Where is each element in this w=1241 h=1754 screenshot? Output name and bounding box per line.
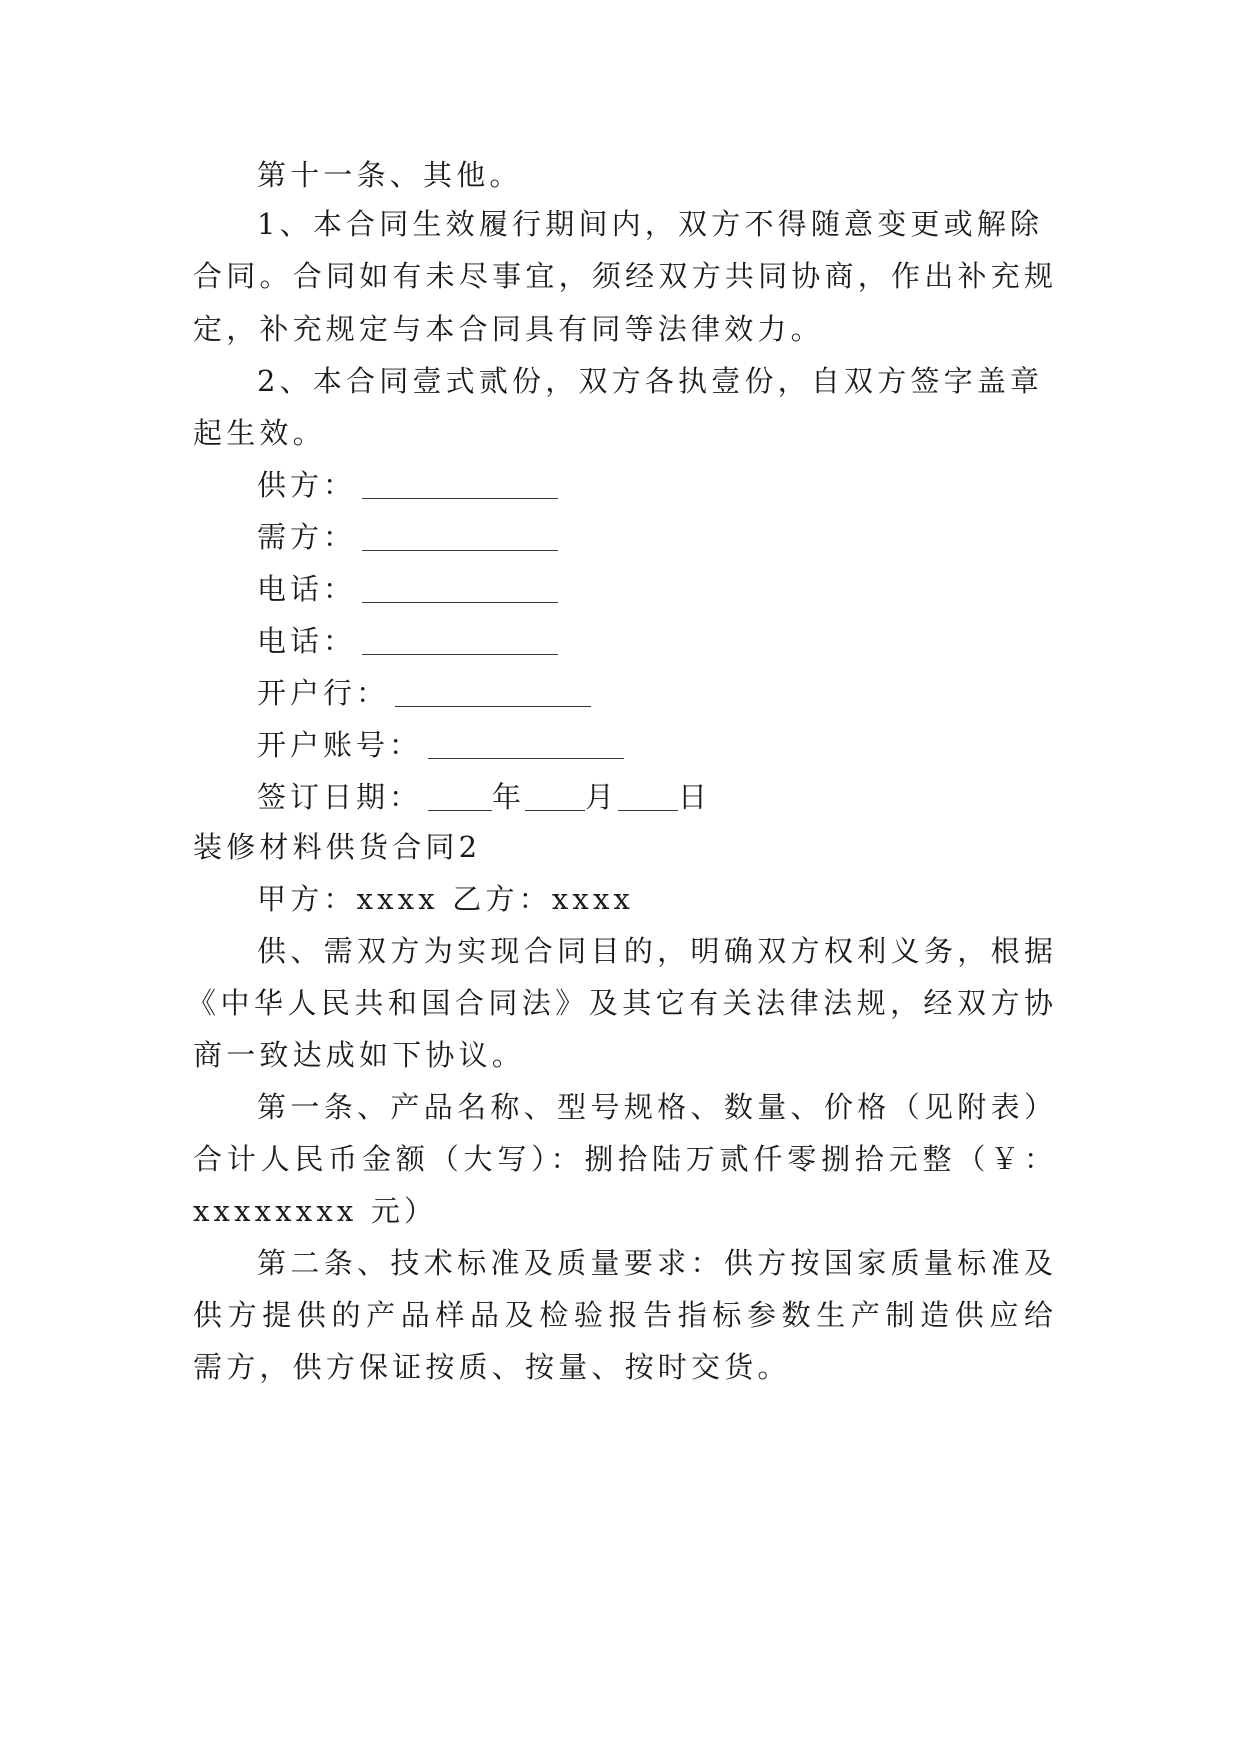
account-blank[interactable] — [428, 730, 624, 759]
phone-blank-1[interactable] — [362, 574, 558, 603]
day-label: 日 — [678, 780, 712, 814]
bank-label: 开户行： — [257, 676, 390, 710]
account-label: 开户账号： — [257, 728, 423, 762]
sign-date-field — [257, 777, 711, 817]
article-1-line-2: 合计人民币金额（大写）：捌拾陆万贰仟零捌拾元整（￥： — [193, 1142, 1053, 1176]
phone-field-1 — [257, 569, 558, 609]
phone-blank-2[interactable] — [362, 626, 558, 655]
year-blank[interactable] — [428, 782, 492, 811]
section-11-clause-1-line-1: 1、本合同生效履行期间内，双方不得随意变更或解除 — [257, 207, 1044, 241]
section-11-clause-1-line-3: 定，补充规定与本合同具有同等法律效力。 — [193, 312, 824, 346]
section-11-clause-1-line-2: 合同。合同如有未尽事宜，须经双方共同协商，作出补充规 — [193, 259, 1053, 293]
phone-field-2 — [257, 621, 558, 661]
sign-date-label: 签订日期： — [257, 780, 423, 814]
article-2-line-1: 第二条、技术标准及质量要求：供方按国家质量标准及 — [257, 1246, 1053, 1280]
section-11-clause-2-line-1: 2、本合同壹式贰份，双方各执壹份，自双方签字盖章 — [257, 364, 1044, 398]
contract-2-intro-line-3: 商一致达成如下协议。 — [193, 1038, 526, 1072]
bank-field — [257, 673, 591, 713]
bank-blank[interactable] — [395, 678, 591, 707]
article-1-line-3: xxxxxxxx 元） — [193, 1194, 438, 1228]
article-2-line-3: 需方，供方保证按质、按量、按时交货。 — [193, 1350, 791, 1384]
contract-2-intro-line-2: 《中华人民共和国合同法》及其它有关法律法规，经双方协 — [187, 986, 1053, 1020]
supplier-label: 供方： — [257, 468, 357, 502]
day-blank[interactable] — [618, 782, 678, 811]
contract-2-intro-line-1: 供、需双方为实现合同目的，明确双方权利义务，根据 — [257, 934, 1053, 968]
buyer-blank[interactable] — [362, 522, 558, 551]
supplier-field — [257, 465, 558, 505]
account-field — [257, 725, 624, 765]
contract-2-parties: 甲方：xxxx 乙方：xxxx — [257, 882, 635, 916]
contract-2-title: 装修材料供货合同2 — [193, 830, 482, 864]
phone-label-2: 电话： — [257, 624, 357, 658]
phone-label-1: 电话： — [257, 572, 357, 606]
article-1-line-1: 第一条、产品名称、型号规格、数量、价格（见附表） — [257, 1090, 1053, 1124]
buyer-field — [257, 517, 558, 557]
supplier-blank[interactable] — [362, 470, 558, 499]
month-label: 月 — [585, 780, 619, 814]
section-11-clause-2-line-2: 起生效。 — [193, 416, 326, 450]
year-label: 年 — [492, 780, 526, 814]
article-2-line-2: 供方提供的产品样品及检验报告指标参数生产制造供应给 — [193, 1298, 1053, 1332]
month-blank[interactable] — [525, 782, 585, 811]
section-11-title: 第十一条、其他。 — [257, 158, 523, 192]
buyer-label: 需方： — [257, 520, 357, 554]
